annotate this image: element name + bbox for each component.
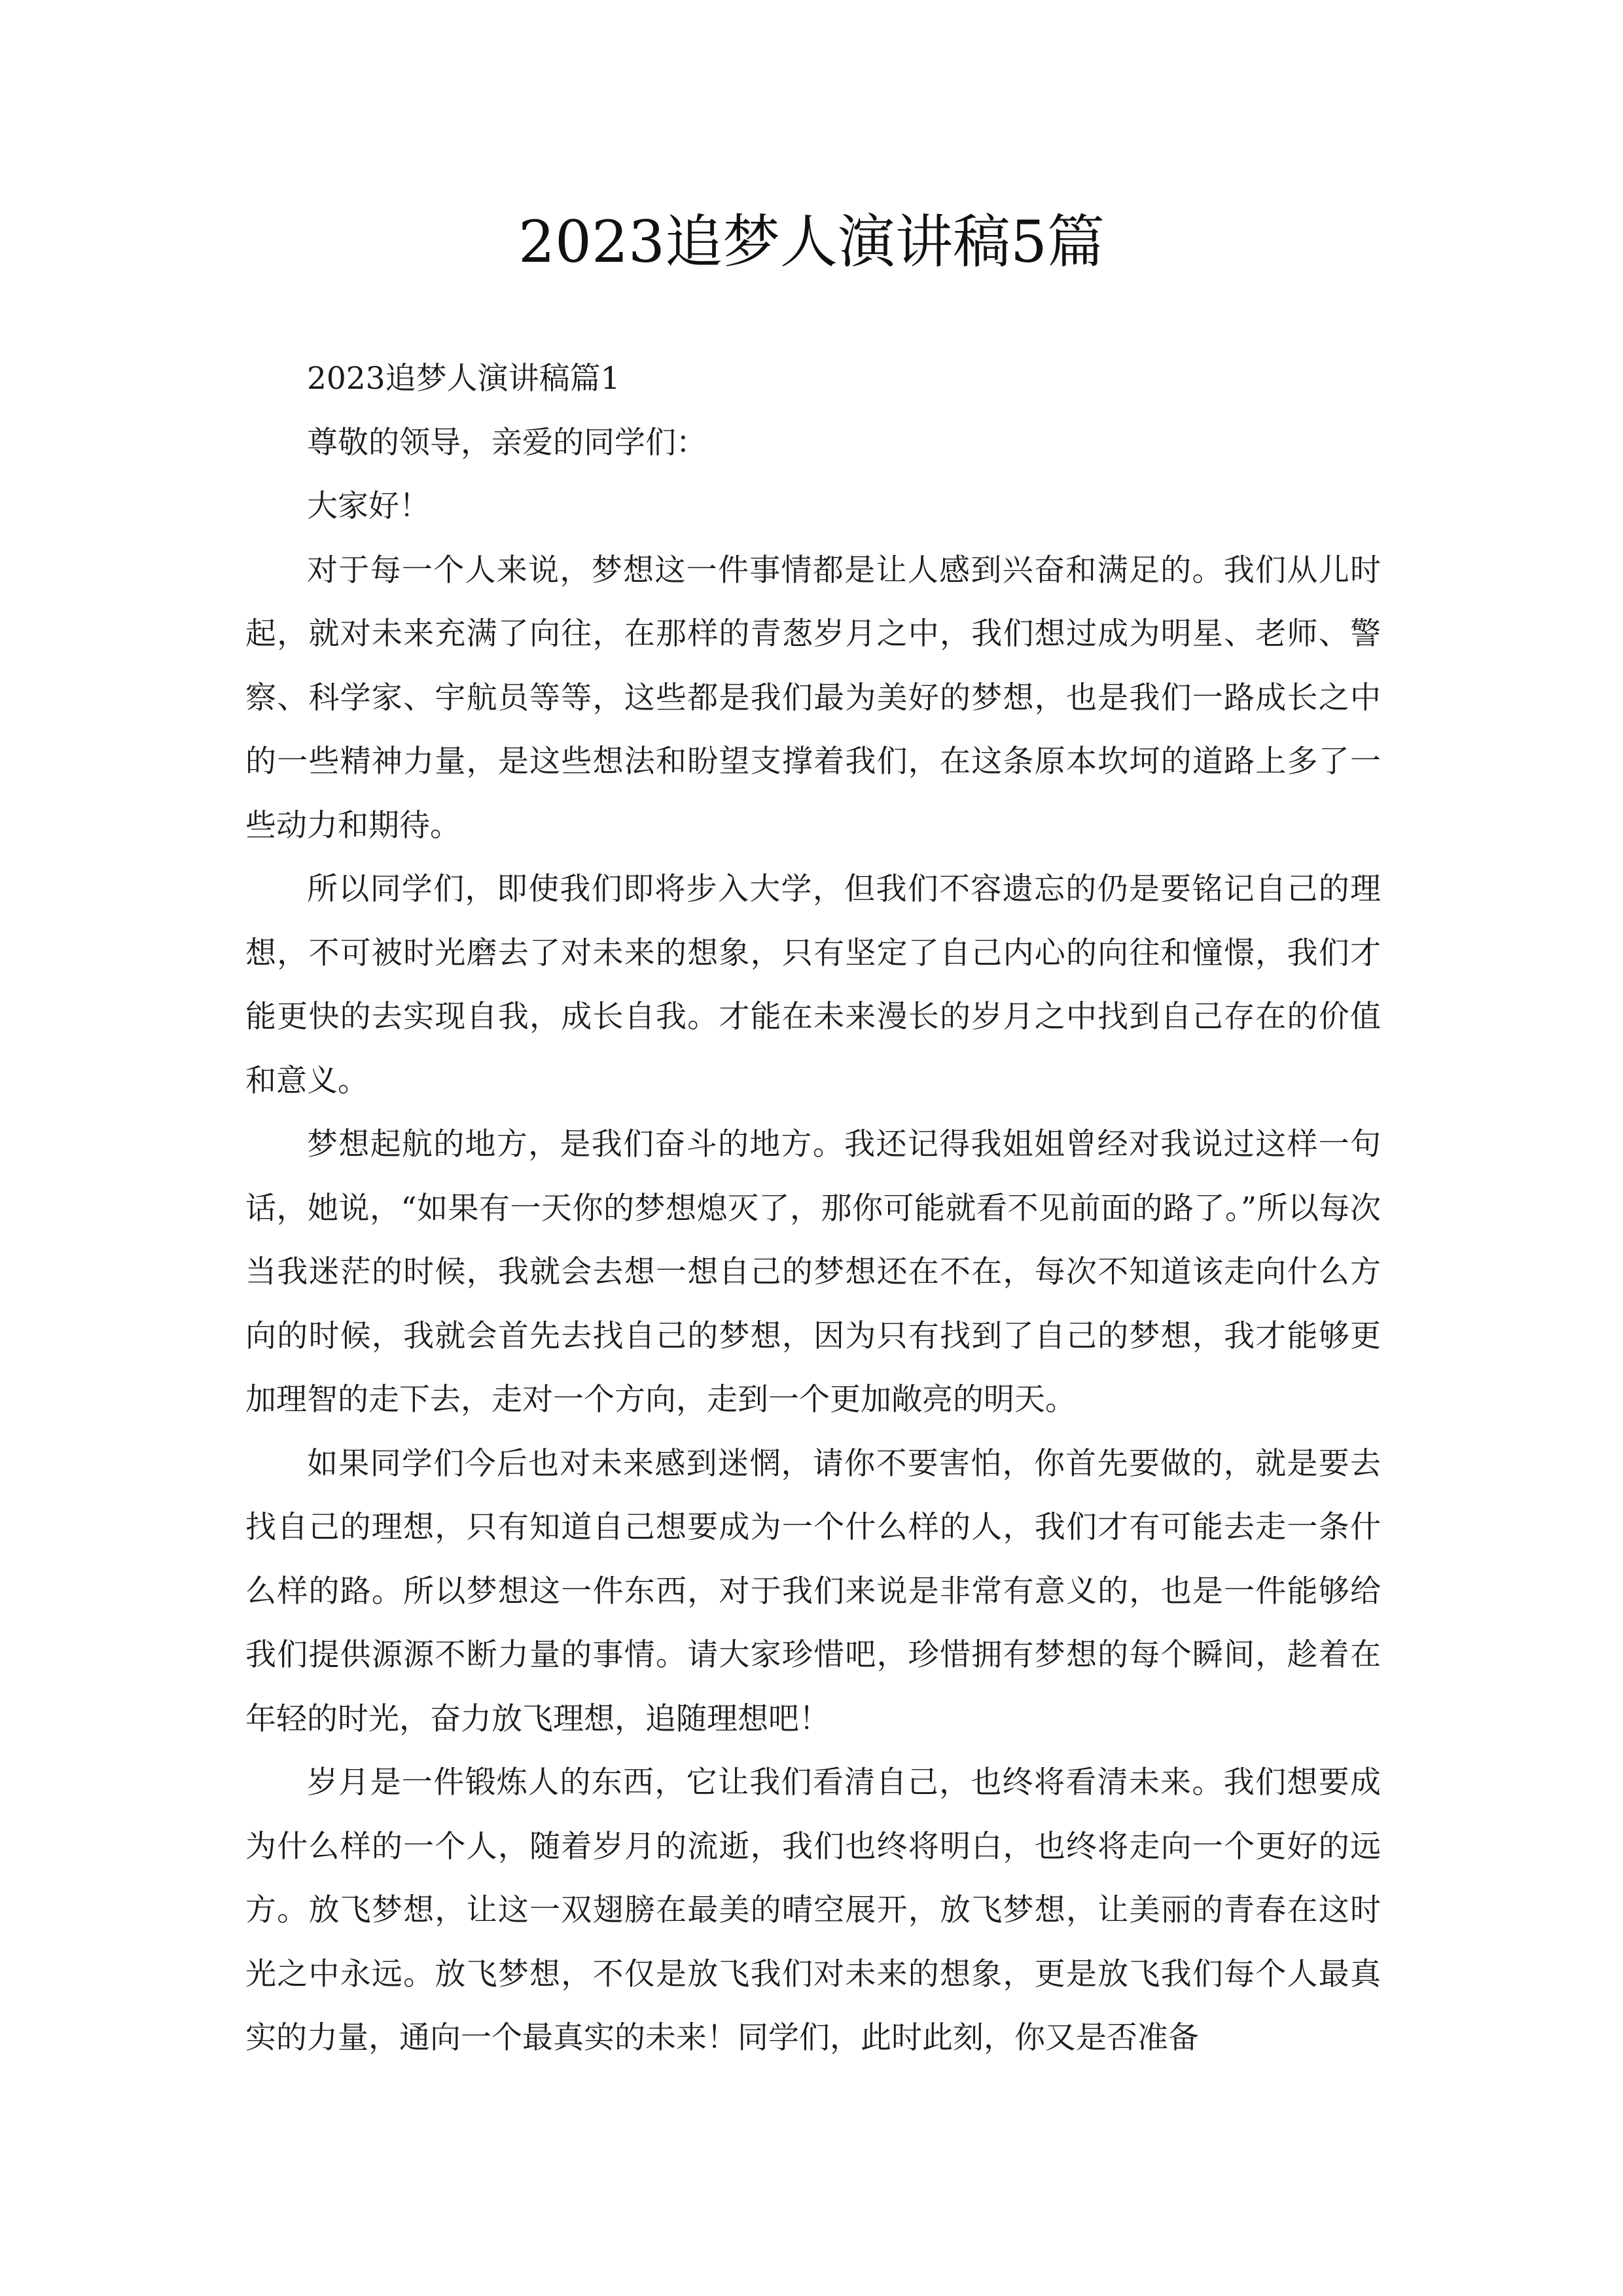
body-paragraph: 所以同学们，即使我们即将步入大学，但我们不容遗忘的仍是要铭记自己的理想，不可被时光磨去了对未来的想象，只有坚定了自己内心的向往和憧憬，我们才能更快的去实现自我，成长自我。才能在未来漫长的岁月之中找到自己存在的价值和意义。	[245, 871, 1381, 1099]
greeting: 大家好！	[307, 488, 430, 524]
section-heading: 2023追梦人演讲稿篇1	[307, 361, 620, 397]
body-paragraph: 梦想起航的地方，是我们奋斗的地方。我还记得我姐姐曾经对我说过这样一句话，她说，“如果有一天你的梦想熄灭了，那你可能就看不见前面的路了。”所以每次当我迷茫的时候，我就会去想一想自己的梦想还在不在，每次不知道该走向什么方向的时候，我就会首先去找自己的梦想，因为只有找到了自己的梦想，我才能够更加理智的走下去，走对一个方向，走到一个更加敞亮的明天。	[245, 1126, 1381, 1418]
body-paragraph: 对于每一个人来说，梦想这一件事情都是让人感到兴奋和满足的。我们从儿时起，就对未来充满了向往，在那样的青葱岁月之中，我们想过成为明星、老师、警察、科学家、宇航员等等，这些都是我们最为美好的梦想，也是我们一路成长之中的一些精神力量，是这些想法和盼望支撑着我们，在这条原本坎坷的道路上多了一些动力和期待。	[245, 552, 1381, 844]
body-paragraph: 如果同学们今后也对未来感到迷惘，请你不要害怕，你首先要做的，就是要去找自己的理想，只有知道自己想要成为一个什么样的人，我们才有可能去走一条什么样的路。所以梦想这一件东西，对于我们来说是非常有意义的，也是一件能够给我们提供源源不断力量的事情。请大家珍惜吧，珍惜拥有梦想的每个瞬间，趁着在年轻的时光，奋力放飞理想，追随理想吧！	[245, 1445, 1381, 1737]
document-title: 2023追梦人演讲稿5篇	[518, 208, 1105, 276]
salutation: 尊敬的领导，亲爱的同学们：	[307, 424, 707, 461]
body-paragraph: 岁月是一件锻炼人的东西，它让我们看清自己，也终将看清未来。我们想要成为什么样的一个人，随着岁月的流逝，我们也终将明白，也终将走向一个更好的远方。放飞梦想，让这一双翅膀在最美的晴空展开，放飞梦想，让美丽的青春在这时光之中永远。放飞梦想，不仅是放飞我们对未来的想象，更是放飞我们每个人最真实的力量，通向一个最真实的未来！同学们，此时此刻，你又是否准备	[245, 1765, 1381, 2056]
document-body	[245, 347, 1381, 2070]
